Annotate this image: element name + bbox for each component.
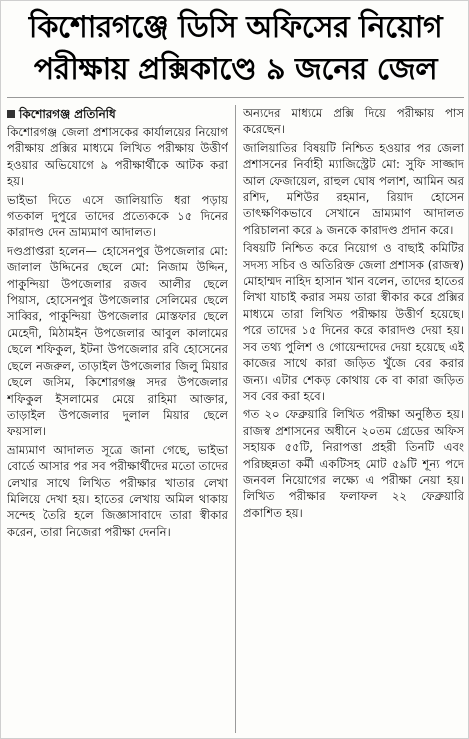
left-column — [7, 105, 228, 735]
left-paragraph-2: ভাইভা দিতে এসে জালিয়াতি ধরা পড়ায় গতকাল দুপুরে তাদের প্রত্যেককে ১৫ দিনের কারাদণ্ড দেন ভ্রাম্যমাণ আদালত। — [7, 192, 228, 240]
headline — [7, 7, 464, 91]
right-paragraph-4: গত ২০ ফেব্রুয়ারি লিখিত পরীক্ষা অনুষ্ঠিত হয়। রাজস্ব প্রশাসনের অধীনে ২০তম গ্রেডের অফিস সহায়ক ৫৫টি, নিরাপত্তা প্রহরী তিনটি এবং পরিচ্ছন্নতা কর্মী একটিসহ মোট ৫৯টি শূন্য পদে জনবল নিয়োগের লক্ষ্যে এ পরীক্ষা নেয়া হয়। লিখিত পরীক্ষার ফলাফল ২২ ফেব্রুয়ারি প্রকাশিত হয়। — [243, 407, 464, 520]
headline-line-1: কিশোরগঞ্জে ডিসি অফিসের নিয়োগ — [28, 10, 443, 45]
left-paragraph-1: কিশোরগঞ্জ জেলা প্রশাসকের কার্যালয়ের নিয়োগ পরীক্ষায় প্রক্সির মাধ্যমে লিখিত পরীক্ষায় উত্তীর্ণ হওয়ার অভিযোগে ৯ পরীক্ষার্থীকে আটক করা হয়। — [7, 125, 228, 189]
left-paragraph-3: দণ্ডপ্রাপ্তরা হলেন— হোসেনপুর উপজেলার মো: জালাল উদ্দিনের ছেলে মো: নিজাম উদ্দিন, পাকুন্দিয়া উপজেলার রজব আলীর ছেলে পিয়াস, হোসেনপুর উপজেলার সেলিমের ছেলে সাব্বির, পাকুন্দিয়া উপজেলার মোস্তফার ছেলে মেহেদী, মিঠামইন উপজেলার আবুল কালামের ছেলে শফিকুল, ইটনা উপজেলার রবি হোসেনের ছেলে নজরুল, তাড়াইল উপজেলার জিলু মিয়ার ছেলে জসিম, কিশোরগঞ্জ সদর উপজেলার শফিকুল ইসলামের মেয়ে রাহিমা আক্তার, তাড়াইল উপজেলার দুলাল মিয়ার ছেলে ফয়সাল। — [7, 243, 228, 439]
byline — [7, 105, 228, 123]
byline-text: কিশোরগঞ্জ প্রতিনিধি — [19, 107, 116, 121]
headline-line-2: পরীক্ষায় প্রক্সিকাণ্ডে ৯ জনের জেল — [33, 52, 438, 87]
square-bullet-icon — [7, 110, 15, 118]
headline-rule — [7, 97, 464, 98]
left-paragraph-4: ভ্রাম্যমাণ আদালত সূত্রে জানা গেছে, ভাইভা বোর্ডে আসার পর সব পরীক্ষার্থীদের মতো তাদের লেখার সাথে লিখিত পরীক্ষার খাতার লেখা মিলিয়ে দেখা হয়। হাতের লেখায় অমিল থাকায় সন্দেহ তৈরি হলে জিজ্ঞাসাবাদে তারা স্বীকার করেন, তারা নিজেরা পরীক্ষা দেননি। — [7, 442, 228, 539]
right-paragraph-2: জালিয়াতির বিষয়টি নিশ্চিত হওয়ার পর জেলা প্রশাসনের নির্বাহী ম্যাজিস্ট্রেট মো: সুফি সাজ্জাদ আল ফেজায়েল, রাহুল ঘোষ পলাশ, আমিন অর রশিদ, মশিউর রহমান, রিয়াদ হোসেন তাৎক্ষণিকভাবে সেখানে ভ্রাম্যমাণ আদালত পরিচালনা করে ৯ জনকে কারাদণ্ড প্রদান করে। — [243, 140, 464, 237]
column-divider — [235, 105, 236, 733]
right-paragraph-1: অন্যদের মাধ্যমে প্রক্সি দিয়ে পরীক্ষায় পাস করেছেন। — [243, 106, 464, 137]
right-paragraph-3: বিষয়টি নিশ্চিত করে নিয়োগ ও বাছাই কমিটির সদস্য সচিব ও অতিরিক্ত জেলা প্রশাসক (রাজস্ব) মোহাম্মদ নাহিদ হাসান খান বলেন, তাদের হাতের লিখা যাচাই করার সময় তারা স্বীকার করে প্রক্সির মাধ্যমে তারা লিখিত পরীক্ষায় উত্তীর্ণ হয়েছে। পরে তাদের ১৫ দিনের করে কারাদণ্ড দেয়া হয়। সব তথ্য পুলিশ ও গোয়েন্দাদের দেয়া হয়েছে এই কাজের সাথে কারা জড়িত খুঁজে বের করার জন্য। এটার শেকড় কোথায় কে বা কারা জড়িত সব বের করা হবে। — [243, 241, 464, 403]
right-column — [243, 105, 464, 735]
